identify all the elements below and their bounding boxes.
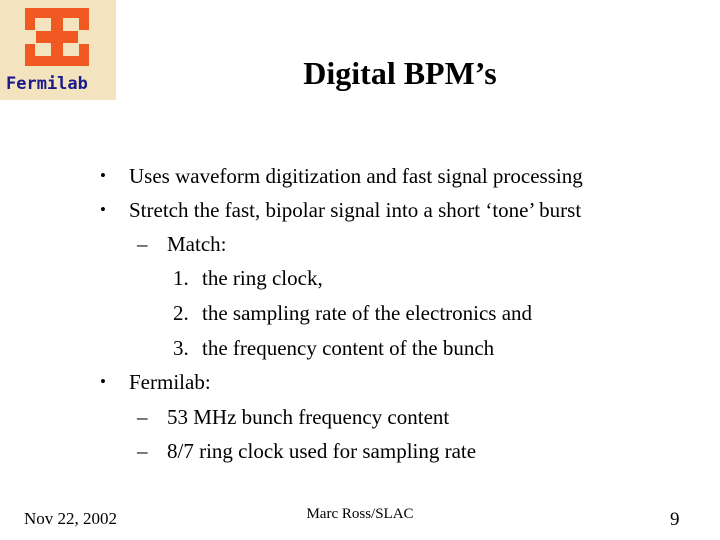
- item-text: the ring clock,: [202, 266, 323, 290]
- page-number: 9: [670, 509, 680, 530]
- bullet-text: 53 MHz bunch frequency content: [167, 405, 450, 429]
- bullet-text: Uses waveform digitization and fast signal processing: [129, 164, 583, 188]
- bullet-text: Fermilab:: [129, 370, 211, 394]
- item-number: 2.: [173, 301, 189, 325]
- item-number: 1.: [173, 266, 189, 290]
- bullet-text: Match:: [167, 232, 227, 256]
- bullet-symbol: –: [137, 405, 148, 429]
- bullet-symbol: •: [100, 372, 106, 391]
- item-number: 3.: [173, 336, 189, 360]
- item-text: the sampling rate of the electronics and: [202, 301, 533, 325]
- bullet-text: Stretch the fast, bipolar signal into a short ‘tone’ burst: [129, 198, 582, 222]
- slide-title: Digital BPM’s: [303, 55, 497, 91]
- bullet-symbol: •: [100, 200, 106, 219]
- logo-text: Fermilab: [6, 74, 88, 94]
- item-text: the frequency content of the bunch: [202, 336, 495, 360]
- footer-date: Nov 22, 2002: [24, 509, 118, 528]
- bullet-symbol: –: [137, 439, 148, 463]
- footer-author: Marc Ross/SLAC: [306, 506, 414, 522]
- bullet-symbol: •: [100, 166, 106, 185]
- bullet-symbol: –: [137, 232, 148, 256]
- bullet-text: 8/7 ring clock used for sampling rate: [167, 439, 477, 463]
